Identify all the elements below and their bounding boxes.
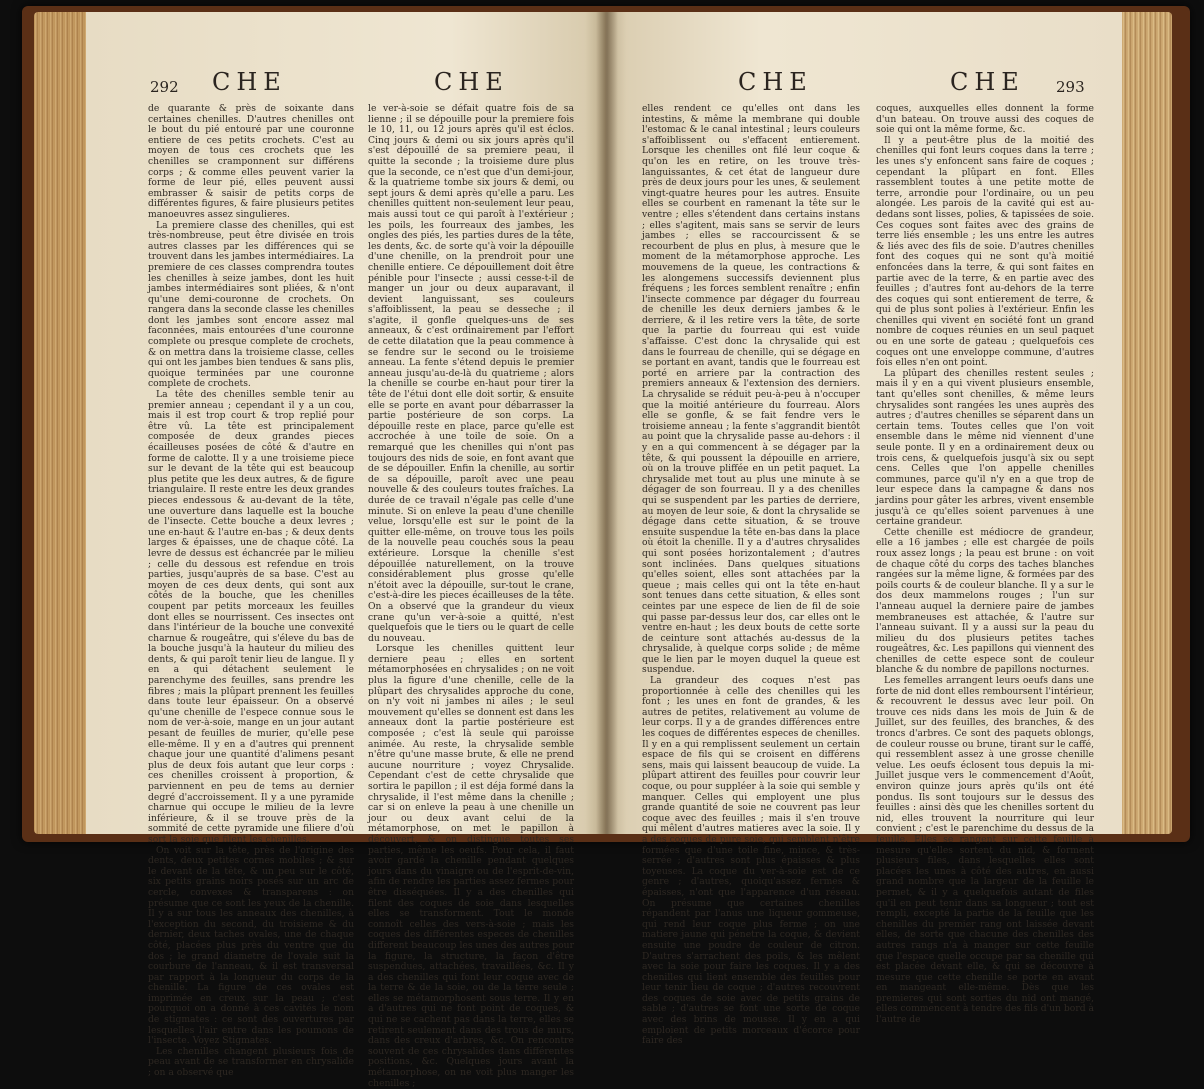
paragraph: de quarante & près de soixante dans certaines chenilles. D'autres chenilles ont le bout du pié entouré par une couronne entiere de ces petits crochets. C'est au moyen de tous ces crochets que les chenilles se cramponnent sur différens corps ; & comme elles peuvent varier la forme de leur pié, elles peuvent aussi embrasser & saisir de petits corps de différentes figures, & faire plusieurs petites manoeuvres assez singulieres. xyxy=(148,103,354,220)
paragraph: le ver-à-soie se défait quatre fois de sa lienne ; il se dépouille pour la premiere fois le 10, 11, ou 12 jours après qu'il est éclos. Cinq jours & demi ou six jours après qu'il s'est dépouillé de sa premiere peau, il quitte la seconde ; la troisieme dure plus que la seconde, ce n'est que d'un demi-jour, & la quatrieme tombe six jours & demi, ou sept jours & demi après qu'elle a paru. Les chenilles quittent non-seulement leur peau, mais aussi tout ce qui paroît à l'extérieur ; les poils, les fourreaux des jambes, les ongles des piés, les parties dures de la tête, les dents, &c. de sorte qu'à voir la dépouille d'une chenille, on la prendroit pour une chenille entiere. Ce dépouillement doit être pénible pour l'insecte ; aussi cesse-t-il de manger un jour ou deux auparavant, il devient languissant, ses couleurs s'affoiblissent, la peau se desseche ; il s'agite, il gonfle quelques-uns de ses anneaux, & c'est ordinairement par l'effort de cette dilatation que la peau commence à se fendre sur le second ou le troisieme anneau. La fente s'étend depuis le premier anneau jusqu'au-de-là du quatrieme ; alors la chenille se courbe en-haut pour tirer la tête de l'étui dont elle doit sortir, & ensuite elle se porte en avant pour débarrasser la partie postérieure de son corps. La dépouille reste en place, parce qu'elle est accrochée à une toile de soie. On a remarqué que les chenilles qui n'ont pas toujours des nids de soie, en font avant que de se dépouiller. Enfin la chenille, au sortir de sa dépouille, paroît avec une peau nouvelle & des couleurs toutes fraîches. La durée de ce travail n'égale pas celle d'une minute. Si on enleve la peau d'une chenille velue, lorsqu'elle est sur le point de la quitter elle-même, on trouve tous les poils de la nouvelle peau couchés sous la peau extérieure. Lorsque la chenille s'est dépouillée naturellement, on la trouve considérablement plus grosse qu'elle n'étoit avec la dépouille, sur-tout le crane, c'est-à-dire les pieces écailleuses de la tête. On a observé que la grandeur du vieux crane qu'un ver-à-soie a quitté, n'est quelquefois que le tiers ou le quart de celle du nouveau. xyxy=(368,103,574,644)
page-number: 292 xyxy=(150,78,179,96)
page-edges-right xyxy=(1122,12,1172,834)
running-head: CHE xyxy=(212,68,287,96)
text-column-1 xyxy=(642,103,860,1047)
paragraph: La plûpart des chenilles restent seules ; mais il y en a qui vivent plusieurs ensemble, tant qu'elles sont chenilles, & même leurs chrysalides sont rangées les unes auprès des autres ; d'autres chenilles se séparent dans un certain tems. Toutes celles que l'on voit ensemble dans le même nid viennent d'une seule ponte. Il y en a ordinairement deux ou trois cens, & quelquefois jusqu'à six ou sept cens. Celles que l'on appelle chenilles communes, parce qu'il n'y en a que trop de leur espece dans la campagne & dans nos jardins pour gâter les arbres, vivent ensemble jusqu'à ce qu'elles soient parvenues à une certaine grandeur. xyxy=(876,367,1094,528)
running-head: CHE xyxy=(738,68,813,96)
paragraph: Lorsque les chenilles quittent leur derniere peau ; elles en sortent métamorphosées en chrysalides ; on ne voit plus la figure d'une chenille, celle de la plûpart des chrysalides approche du cone, on n'y voit ni jambes ni ailes ; le seul mouvement qu'elles se donnent est dans les anneaux dont la partie postérieure est composée ; c'est là seule qui paroisse animée. Au reste, la chrysalide semble n'être qu'une masse brute, & elle ne prend aucune nourriture ; voyez Chrysalide. Cependant c'est de cette chrysalide que sortira le papillon ; il est déja formé dans la chrysalide, il l'est même dans la chenille ; car si on enleve la peau à une chenille un jour ou deux avant celui de la métamorphose, on met le papillon à découvert, & on distingue toutes ses parties, même les oeufs. Pour cela, il faut avoir gardé la chenille pendant quelques jours dans du vinaigre ou de l'esprit-de-vin, afin de rendre les parties assez fermes pour être disséquées. Il y a des chenilles qui filent des coques de soie dans lesquelles elles se transforment. Tout le monde connoît celles des vers-à-soie ; mais les coques des différentes especes de chenilles different beaucoup les unes des autres pour la figure, la structure, la façon d'être suspendues, attachées, travaillées, &c. Il y a des chenilles qui font leur coque avec de la terre & de la soie, ou de la terre seule ; elles se métamorphosent sous terre. Il y en a d'autres qui ne font point de coques, & qui ne se cachent pas dans la terre, elles se retirent seulement dans des trous de murs, dans des creux d'arbres, &c. On rencontre souvent de ces chrysalides dans différentes positions, &c. Quelques jours avant la métamorphose, on ne voit plus manger les chenilles ; xyxy=(368,643,574,1089)
running-head: CHE xyxy=(434,68,509,96)
paragraph: Cette chenille est médiocre de grandeur, elle a 16 jambes ; elle est chargée de poils roux assez longs ; la peau est brune : on voit de chaque côté du corps des taches blanches rangées sur la même ligne, & formées par des poils courts & de couleur blanche. Il y a sur le dos deux mammelons rouges ; l'un sur l'anneau auquel la derniere paire de jambes membraneuses est attachée, & l'autre sur l'anneau suivant. Il y a aussi sur la peau du milieu du dos plusieurs petites taches rougeâtres, &c. Les papillons qui viennent des chenilles de cette espece sont de couleur blanche & du nombre de papillons nocturnes. xyxy=(876,526,1094,676)
paragraph: Il y a peut-être plus de la moitié des chenilles qui font leurs coques dans la terre ; les unes s'y enfoncent sans faire de coques ; cependant la plûpart en font. Elles rassemblent toutes à une petite motte de terre, arrondie pour l'ordinaire, ou un peu alongée. Les parois de la cavité qui est au-dedans sont lisses, polies, & tapissées de soie. Ces coques sont faites avec des grains de terre liés ensemble ; les uns entre les autres & liés avec des fils de soie. D'autres chenilles font des coques qui ne sont qu'à moitié enfoncées dans la terre, & qui sont faites en partie avec de la terre, & en partie avec des feuilles ; d'autres font au-dehors de la terre des coques qui sont entierement de terre, & qui de plus sont polies à l'extérieur. Enfin les chenilles qui vivent en société font un grand nombre de coques réunies en un seul paquet ou en une sorte de gateau ; quelquefois ces coques ont une enveloppe commune, d'autres fois elles n'en ont point. xyxy=(876,134,1094,369)
paragraph: elles rendent ce qu'elles ont dans les intestins, & même la membrane qui double l'estomac & le canal intestinal ; leurs couleurs s'affoiblissent ou s'effacent entierement. Lorsque les chenilles ont filé leur coque & qu'on les en retire, on les trouve très-languissantes, & cet état de langueur dure près de deux jours pour les unes, & seulement vingt-quatre heures pour les autres. Ensuite elles se courbent en ramenant la tête sur le ventre ; elles s'étendent dans certains instans ; elles s'agitent, mais sans se servir de leurs jambes ; elles se raccourcissent & se recourbent de plus en plus, à mesure que le moment de la métamorphose approche. Les mouvemens de la queue, les contractions & les alongemens successifs deviennent plus fréquens ; les forces semblent renaître ; enfin l'insecte commence par dégager du fourreau de chenille les deux derniers jambes & le derriere, & il les retire vers la tête, de sorte que la partie du fourreau qui est vuide s'affaisse. C'est donc la chrysalide qui est dans le fourreau de chenille, qui se dégage en se portant en avant, tandis que le fourreau est porté en arriere par la contraction des premiers anneaux & l'extension des derniers. La chrysalide se réduit peu-à-peu à n'occuper que la moitié antérieure du fourreau. Alors elle se gonfle, & se fait fendre vers le troisieme anneau ; la fente s'aggrandit bientôt au point que la chrysalide passe au-dehors : il y en a qui commencent à se dégager par la tête, & qui poussent la dépouille en arriere, où on la trouve pliffée en un petit paquet. La chrysalide met tout au plus une minute à se dégager de son fourreau. Il y a des chenilles qui se suspendent par les parties de derriere, au moyen de leur soie, & dont la chrysalide se dégage dans cette situation, & se trouve ensuite suspendue la tête en-bas dans la place où étoit la chenille. Il y a d'autres chrysalides qui sont posées horizontalement ; d'autres sont inclinées. Dans quelques situations qu'elles soient, elles sont attachées par la queue ; mais celles qui ont la tête en-haut sont tenues dans cette situation, & elles sont ceintes par une espece de lien de fil de soie qui passe par-dessus leur dos, car elles ont le ventre en-haut ; les deux bouts de cette sorte de ceinture sont attachés au-dessus de la chrysalide, à quelque corps solide ; de même que le lien par le moyen duquel la queue est suspendue. xyxy=(642,103,860,676)
running-head: CHE xyxy=(950,68,1025,96)
right-page xyxy=(606,12,1122,1047)
text-column-2 xyxy=(876,103,1094,1026)
book-gutter xyxy=(596,12,618,834)
text-column-2 xyxy=(368,103,574,1089)
text-column-1 xyxy=(148,103,354,1079)
page-edges-left xyxy=(34,12,86,834)
paragraph: On voit sur la tête, près de l'origine des dents, deux petites cornes mobiles ; & sur le devant de la tête, & un peu sur le côté, six petits grains noirs posés sur un arc de cercle, convexes & transparens : on présume que ce sont les yeux de la chenille. Il y a sur tous les anneaux des chenilles, à l'exception du second, du troisieme & du dernier, deux taches ovales, une de chaque côté, placées plus près du ventre que du dos ; le grand diametre de l'ovale suit la courbure de l'anneau, & il est transversal par rapport à la longueur du corps de la chenille. La figure de ces ovales est imprimée en creux sur la peau ; c'est pourquoi on a donné à ces cavités le nom de stigmates : ce sont des ouvertures par lesquelles l'air entre dans les poumons de l'insecte. Voyez Stigmates. xyxy=(148,844,354,1047)
paragraph: Les femelles arrangent leurs oeufs dans une forte de nid dont elles remboursent l'intérieur, & recouvrent le dessus avec leur poil. On trouve ces nids dans les mois de Juin & de Juillet, sur des feuilles, des branches, & des troncs d'arbres. Ce sont des paquets oblongs, de couleur rousse ou brune, tirant sur le caffé, qui ressemblent assez à une grosse chenille velue. Les oeufs éclosent tous depuis la mi-Juillet jusque vers le commencement d'Août, environ quinze jours après qu'ils ont été pondus. Ils sont toujours sur le dessus des feuilles : ainsi dès que les chenilles sortent du nid, elles trouvent la nourriture qui leur convient ; c'est le parenchime du dessus de la feuille. Elles se rangent sur cette feuille à mesure qu'elles sortent du nid, & forment plusieurs files, dans lesquelles elles sont placées les unes à côté des autres, en aussi grand nombre que la largeur de la feuille le permet, & il y a quelquefois autant de files qu'il en peut tenir dans sa longueur ; tout est rempli, excepté la partie de la feuille que les chenilles du premier rang ont laissée devant elles, de sorte que chacune des chenilles des autres rangs n'a à manger sur cette feuille que l'espace quelle occupe par sa chenille qui est placée devant elle, & qui se découvre à mesure que cette chenille se porte en avant en mangeant elle-même. Dès que les premieres qui sont sorties du nid ont mangé, elles commencent à tendre des fils d'un bord à l'autre de xyxy=(876,675,1094,1026)
paragraph: La grandeur des coques n'est pas proportionnée à celle des chenilles qui les font ; les unes en font de grandes, & les autres de petites, relativement au volume de leur corps. Il y a de grandes différences entre les coques de différentes especes de chenilles. Il y en a qui remplissent seulement un certain espace de fils qui se croisent en différens sens, mais qui laissent beaucoup de vuide. La plûpart attirent des feuilles pour couvrir leur coque, ou pour suppléer à la soie qui semble y manquer. Celles qui employent une plus grande quantité de soie ne couvrent pas leur coque avec des feuilles ; mais il s'en trouve qui mêlent d'autres matieres avec la soie. Il y a des coques de pure soie, qui semblent n'être formées que d'une toile fine, mince, & très-serrée ; d'autres sont plus épaisses & plus toyeuses. La coque du ver-à-soie est de ce genre ; d'autres, quoiqu'assez fermes & épaisses, n'ont que l'apparence d'un réseau. On présume que certaines chenilles répandent par l'anus une liqueur gommeuse, qui rend leur coque plus ferme ; on une matiere jaune qui pénetre la coque, & devient ensuite une poudre de couleur de citron. D'autres s'arrachent des poils, & les mêlent avec la soie pour faire les coques. Il y a des chenilles qui lient ensemble des feuilles pour leur tenir lieu de coque ; d'autres recouvrent des coques de soie avec de petits grains de sable ; d'autres se font une sorte de coque avec des brins de mousse. Il y en a qui emploient de petits morceaux d'écorce pour faire des xyxy=(642,675,860,1047)
paragraph: Les chenilles changent plusieurs fois de peau avant de se transformer en chrysalide ; on a observé que xyxy=(148,1045,354,1079)
paragraph: coques, auxquelles elles donnent la forme d'un bateau. On trouve aussi des coques de soie qui ont la même forme, &c. xyxy=(876,103,1094,136)
paragraph: La premiere classe des chenilles, qui est très-nombreuse, peut être divisée en trois autres classes par les différences qui se trouvent dans les jambes intermédiaires. La premiere de ces classes comprendra toutes les chenilles à seize jambes, dont les huit jambes intermédiaires sont pliées, & n'ont qu'une demi-couronne de crochets. On rangera dans la seconde classe les chenilles dont les jambes sont encore assez mal faconnées, mais entourées d'une couronne complete ou presque complete de crochets, & on mettra dans la troisieme classe, celles qui ont les jambes bien tendues & sans plis, quoique terminées par une couronne complete de crochets. xyxy=(148,219,354,390)
left-page xyxy=(86,12,606,1089)
page-number: 293 xyxy=(1056,78,1085,96)
paragraph: La tête des chenilles semble tenir au premier anneau ; cependant il y a un cou, mais il est trop court & trop replié pour être vû. La tête est principalement composée de deux grandes pieces écailleuses posées de côté & d'autre en forme de calotte. Il y a une troisieme piece sur le devant de la tête qui est beaucoup plus petite que les deux autres, & de figure triangulaire. Il reste entre les deux grandes pieces endessous & au-devant de la tête, une ouverture dans laquelle est la bouche de l'insecte. Cette bouche a deux levres ; une en-haut & l'autre en-bas ; & deux dents larges & épaisses, une de chaque côté. La levre de dessus est échancrée par le milieu ; celle du dessous est refendue en trois parties, jusqu'auprès de sa base. C'est au moyen de ces deux dents, qui sont aux côtés de la bouche, que les chenilles coupent par petits morceaux les feuilles dont elles se nourrissent. Ces insectes ont dans l'intérieur de la bouche une convexité charnue & rougeâtre, qui s'éleve du bas de la bouche jusqu'à la hauteur du milieu des dents, & qui paroît tenir lieu de langue. Il y en a qui détachent seulement le parenchyme des feuilles, sans prendre les fibres ; mais la plûpart prennent les feuilles dans toute leur épaisseur. On a observé qu'une chenille de l'espece connue sous le nom de ver-à-soie, mange en un jour autant pesant de feuilles de murier, qu'elle pese elle-même. Il y en a d'autres qui prennent chaque jour une quantité d'alimens pesant plus de deux fois autant que leur corps : ces chenilles croissent à proportion, & parviennent en peu de tems au dernier degré d'accroissement. Il y a une pyramide charnue qui occupe le milieu de la levre inférieure, & il se trouve près de la sommité de cette pyramide une filiere d'où sort la soie que filent les chenilles. xyxy=(148,389,354,845)
